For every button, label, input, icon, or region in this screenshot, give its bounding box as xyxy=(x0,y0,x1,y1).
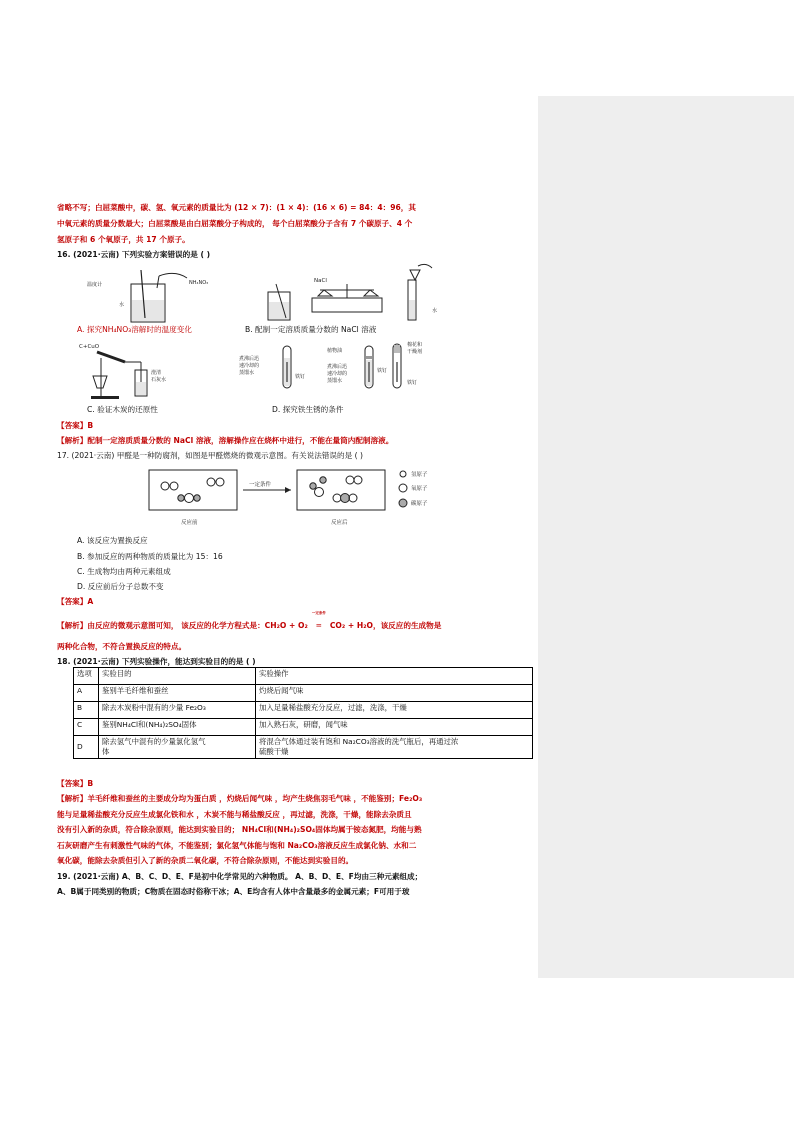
legend-h: 氢原子 xyxy=(411,472,428,478)
label-nail-3: 铁钉 xyxy=(407,380,418,386)
condition-label: 一定条件 xyxy=(249,482,272,488)
q16-opt-d: D. 探究铁生锈的条件 xyxy=(272,405,344,414)
q16-answer: 【答案】B xyxy=(57,421,94,430)
q16-opt-a: A. 探究NH₄NO₃溶解时的温度变化 xyxy=(77,325,192,334)
q18-analysis-1: 【解析】羊毛纤维和蚕丝的主要成分均为蛋白质 ，灼烧后闻气味 ，均产生烧焦羽毛气味 ，不能鉴别；Fe₂O₃ xyxy=(57,794,423,803)
legend-c: 碳原子 xyxy=(411,501,428,507)
q17-opt-c: C. 生成物均由两种元素组成 xyxy=(77,567,171,576)
q18-stem: 18. (2021·云南) 下列实验操作，能达到实验目的的是 ( ) xyxy=(57,657,256,666)
q19-line-1: 19. (2021·云南) A、B、C、D、E、F是初中化学常见的六种物质。 A、B、D、E、F均由三种元素组成； xyxy=(57,872,423,881)
label-thermometer: 温度计 xyxy=(87,282,103,288)
table-row: D 除去氢气中混有的少量氯化氢气 体 将混合气体通过装有饱和 Na₂CO₃溶液的洗气瓶后，再通过浓 硫酸干燥 xyxy=(74,736,533,759)
after-label: 反应后 xyxy=(331,520,348,526)
label-nacl: NaCl xyxy=(314,278,327,284)
svg-text:煮沸后迅速冷却的蒸馏水: 煮沸后迅速冷却的蒸馏水 xyxy=(327,364,348,384)
table-row: A 鉴别羊毛纤维和蚕丝 灼烧后闻气味 xyxy=(74,685,533,702)
comment-pane xyxy=(538,96,794,978)
q17-analysis-2: 两种化合物，不符合置换反应的特点。 xyxy=(57,642,187,651)
prev-line-2: 中氧元素的质量分数最大；白屈菜酸是由白屈菜酸分子构成的， 每个白屈菜酸分子含有 7 个碳原子、4 个 xyxy=(57,219,413,228)
prev-line-3: 氢原子和 6 个氧原子，共 17 个原子。 xyxy=(57,235,190,244)
q16-opt-b: B. 配制一定溶质质量分数的 NaCl 溶液 xyxy=(245,325,377,334)
fig-16a xyxy=(79,266,209,326)
q17-opt-b: B. 参加反应的两种物质的质量比为 15：16 xyxy=(77,552,223,561)
table-row: C 鉴别NH₄Cl和(NH₄)₂SO₄固体 加入熟石灰，研磨，闻气味 xyxy=(74,719,533,736)
label-water: 水 xyxy=(119,302,125,308)
label-nh4no3: NH₄NO₃ xyxy=(189,280,209,286)
q17-stem: 17. (2021·云南) 甲醛是一种防腐剂，如图是甲醛燃烧的微观示意图。有关说法错误的是 ( ) xyxy=(57,451,363,460)
svg-text:棉花和干燥剂: 棉花和干燥剂 xyxy=(407,342,423,355)
q17-opt-d: D. 反应前后分子总数不变 xyxy=(77,582,164,591)
q16-stem: 16. (2021·云南) 下列实验方案错误的是 ( ) xyxy=(57,250,211,259)
before-label: 反应前 xyxy=(181,520,198,526)
q18-analysis-4: 石灰研磨产生有刺激性气味的气体，不能鉴别；氯化氢气体能与饱和 Na₂CO₃溶液反应生成氯化钠、水和二 xyxy=(57,841,417,850)
q17-answer: 【答案】A xyxy=(57,597,94,606)
q19-line-2: A、B属于同类别的物质；C物质在固态时俗称干冰；A、E均含有人体中含量最多的金属元素；F可用于玻 xyxy=(57,887,410,896)
q18-analysis-3: 没有引入新的杂质，符合除杂原则，能达到实验目的； NH₄Cl和(NH₄)₂SO₄固体均属于铵态氮肥，均能与熟 xyxy=(57,825,422,834)
q16-analysis: 【解析】配制一定溶质质量分数的 NaCl 溶液，溶解操作应在烧杯中进行，不能在量筒内配制溶液。 xyxy=(57,436,394,445)
fig-16c xyxy=(77,340,187,402)
svg-text:澄清石灰水: 澄清石灰水 xyxy=(151,370,167,383)
label-nail: 铁钉 xyxy=(295,374,306,380)
table-header-row: 选项 实验目的 实验操作 xyxy=(74,668,533,685)
label-veg-oil: 植物油 xyxy=(327,348,343,354)
label-water-2: 水 xyxy=(432,308,438,314)
label-c-cuo: C+CuO xyxy=(79,344,100,350)
prev-line-1: 省略不写；白屈菜酸中，碳、氢、氧元素的质量比为 (12 × 7)：(1 × 4)：(16 × 6) = 84：4：96，其 xyxy=(57,203,416,212)
svg-text:煮沸后迅速冷却的蒸馏水: 煮沸后迅速冷却的蒸馏水 xyxy=(239,356,260,376)
q16-opt-c: C. 验证木炭的还原性 xyxy=(87,405,158,414)
table-row: B 除去木炭粉中混有的少量 Fe₂O₃ 加入足量稀盐酸充分反应，过滤，洗涤，干燥 xyxy=(74,702,533,719)
fig-16d xyxy=(235,338,435,404)
q17-analysis: 【解析】由反应的微观示意图可知， 该反应的化学方程式是：CH₂O + O₂ 一定条件 ═ CO₂ + H₂O，该反应的生成物是 xyxy=(57,611,442,630)
fig-16b xyxy=(262,262,462,326)
q17-opt-a: A. 该反应为置换反应 xyxy=(77,536,148,545)
fig-17 xyxy=(145,466,445,532)
q18-analysis-5: 氧化碳，能除去杂质但引入了新的杂质二氧化碳，不符合除杂原则，不能达到实验目的。 xyxy=(57,856,354,865)
label-nail-2: 铁钉 xyxy=(377,368,388,374)
q18-analysis-2: 能与足量稀盐酸充分反应生成氯化铁和水 ，木炭不能与稀盐酸反应 ，再过滤，洗涤，干燥，能除去杂质且 xyxy=(57,810,412,819)
legend-o: 氧原子 xyxy=(411,486,428,492)
q18-table xyxy=(73,667,533,759)
q18-answer: 【答案】B xyxy=(57,779,94,788)
